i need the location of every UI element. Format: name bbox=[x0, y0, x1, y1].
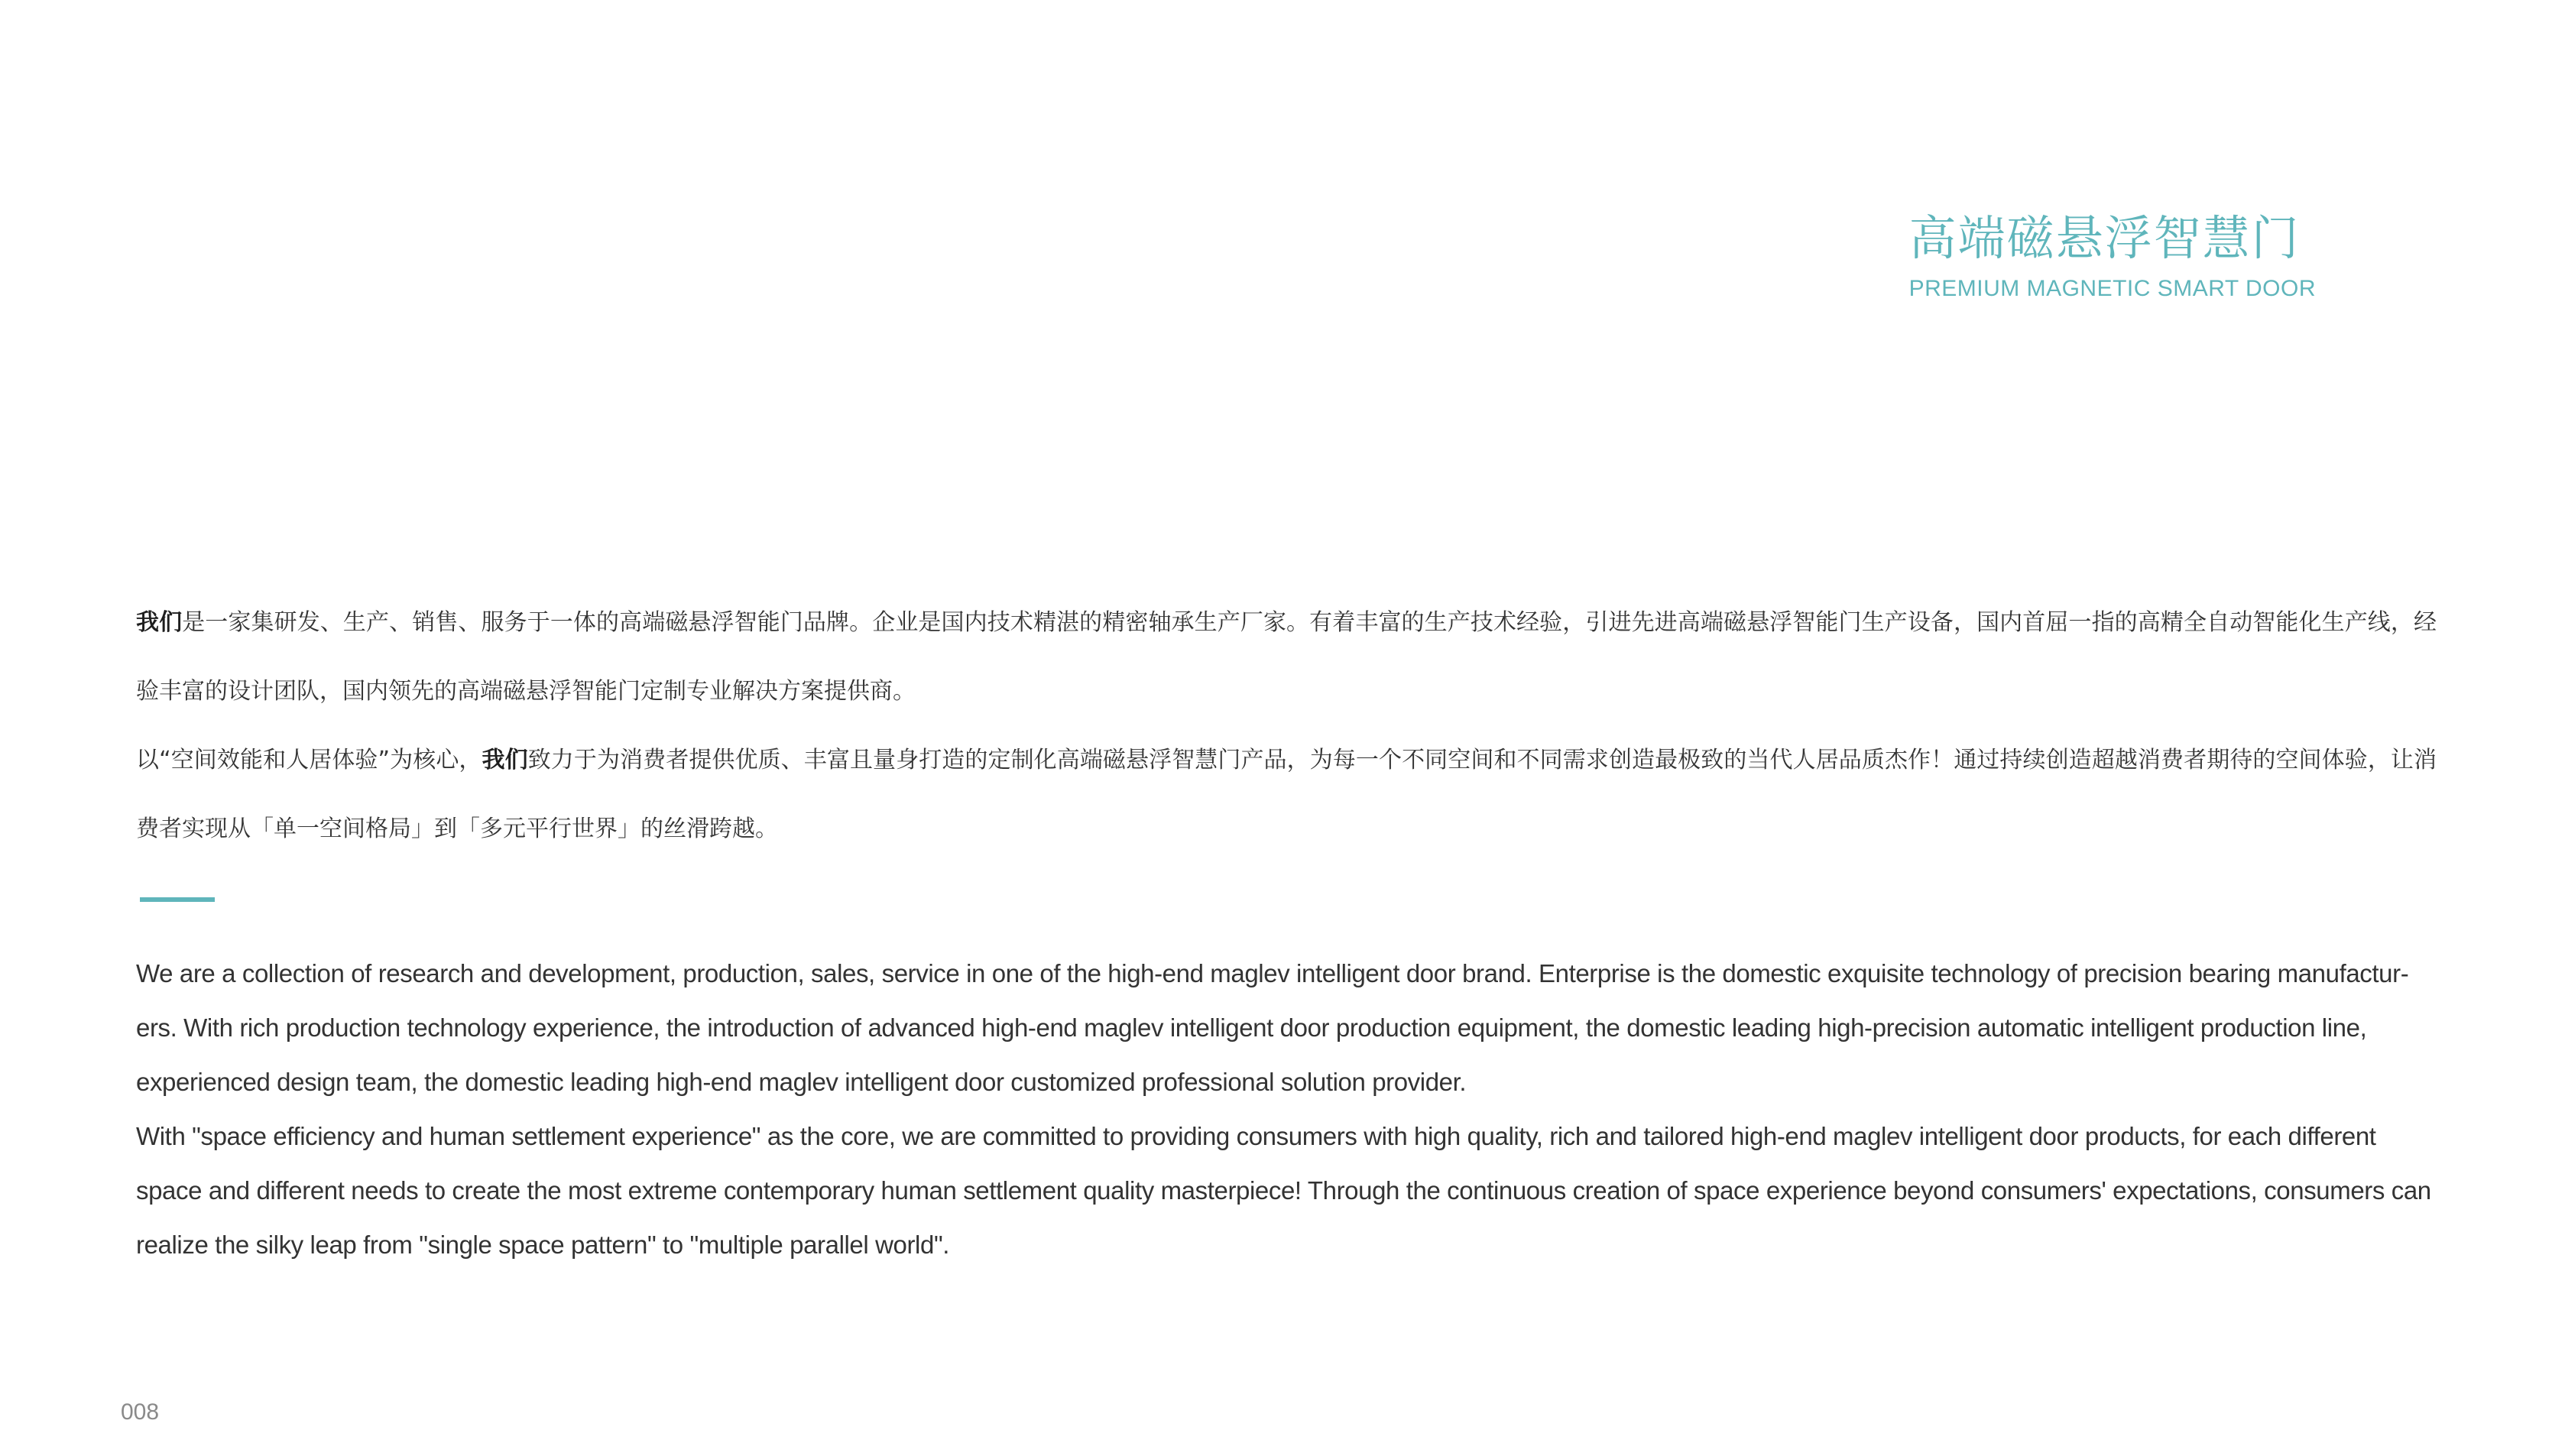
chinese-paragraph-2 bbox=[136, 726, 2437, 864]
chinese-introduction bbox=[136, 589, 2437, 864]
emphasis-we: 我们 bbox=[482, 747, 528, 773]
accent-divider bbox=[140, 897, 215, 902]
chinese-paragraph-1-text: 是一家集研发、生产、销售、服务于一体的高端磁悬浮智能门品牌。企业是国内技术精湛的精密轴承生产厂家。有着丰富的生产技术经验，引进先进高端磁悬浮智能门生产设备，国内首屈一指的高精全自动智能化生产线，经验丰富的设计团队，国内领先的高端磁悬浮智能门定制专业解决方案提供商。 bbox=[136, 609, 2437, 705]
page-header bbox=[1909, 208, 2316, 304]
page-number: 008 bbox=[121, 1399, 160, 1425]
chinese-paragraph-2-text: 致力于为消费者提供优质、丰富且量身打造的定制化高端磁悬浮智慧门产品，为每一个不同空间和不同需求创造最极致的当代人居品质杰作！通过持续创造超越消费者期待的空间体验，让消费者实现从「单一空间格局」到「多元平行世界」的丝滑跨越。 bbox=[136, 747, 2437, 842]
english-introduction bbox=[136, 946, 2444, 1272]
english-paragraph-1: We are a collection of research and development, production, sales, service in one of the high-end maglev intelligent door brand. Enterprise is the domestic exquisite technology of precision bearing manufactur- ers. With rich production technology experience, the introduction of advanced high-end maglev intelligent door production equipment, the domestic leading high-precision automatic intelligent production line, experienced design team, the domestic leading high-end maglev intelligent door customized professional solution provider. bbox=[136, 959, 2409, 1096]
english-paragraph-2: With "space efficiency and human settlement experience" as the core, we are committed to providing consumers with high quality, rich and tailored high-end maglev intelligent door products, for each different space and different needs to create the most extreme contemporary human settlement quality masterpiece! Through the continuous creation of space experience beyond consumers' expectations, consumers can realize the silky leap from "single space pattern" to "multiple parallel world". bbox=[136, 1122, 2431, 1259]
page-title: 高端磁悬浮智慧门 bbox=[1908, 210, 2301, 266]
emphasis-we: 我们 bbox=[136, 609, 183, 636]
chinese-paragraph-1 bbox=[136, 589, 2437, 726]
chinese-paragraph-2-lead-in: 以“空间效能和人居体验”为核心， bbox=[136, 747, 482, 773]
page-subtitle: PREMIUM MAGNETIC SMART DOOR bbox=[1908, 276, 2316, 301]
